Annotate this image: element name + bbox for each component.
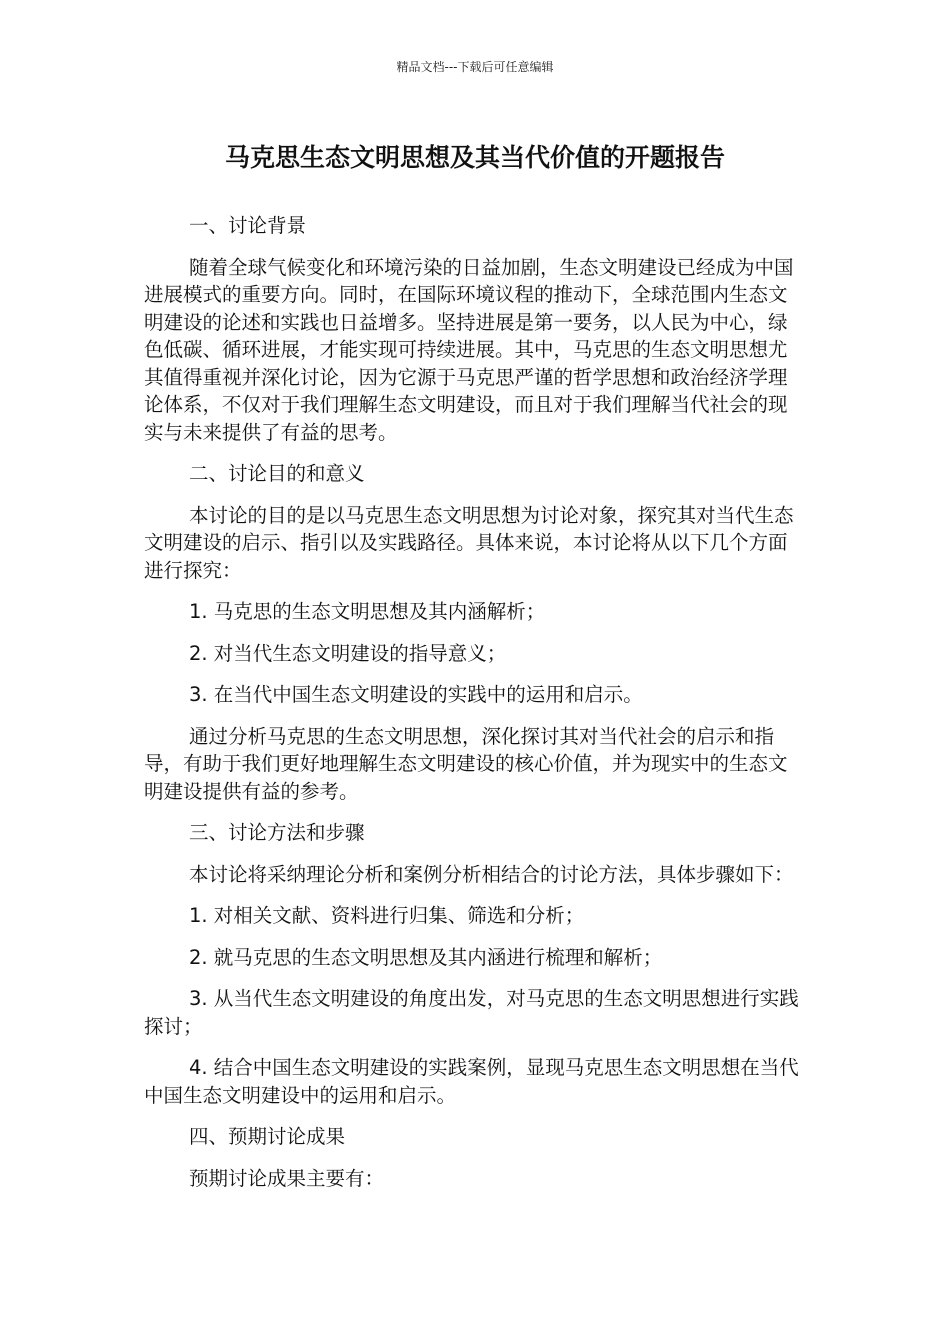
paragraph-purpose-summary: 通过分析马克思的生态文明思想，深化探讨其对当代社会的启示和指导，有助于我们更好地理解生态文明建设的核心价值，并为现实中的生态文明建设提供有益的参考。: [144, 724, 788, 803]
list-item-method-1: 1. 对相关文献、资料进行归集、筛选和分析；: [189, 904, 585, 927]
paragraph-method: 本讨论将采纳理论分析和案例分析相结合的讨论方法，具体步骤如下：: [189, 862, 794, 886]
list-item-method-3: 3. 从当代生态文明建设的角度出发，对马克思的生态文明思想进行实践探讨；: [144, 987, 799, 1038]
paragraph-purpose: 本讨论的目的是以马克思生态文明思想为讨论对象，探究其对当代生态文明建设的启示、指引以及实践路径。具体来说，本讨论将从以下几个方面进行探究：: [144, 503, 794, 582]
paragraph-background: 随着全球气候变化和环境污染的日益加剧，生态文明建设已经成为中国进展模式的重要方向。同时，在国际环境议程的推动下，全球范围内生态文明建设的论述和实践也日益增多。坚持进展是第一要务，以人民为中心，绿色低碳、循环进展，才能实现可持续进展。其中，马克思的生态文明思想尤其值得重视并深化讨论，因为它源于马克思严谨的哲学思想和政治经济学理论体系，不仅对于我们理解生态文明建设，而且对于我们理解当代社会的现实与未来提供了有益的思考。: [144, 255, 794, 444]
list-item-purpose-1: 1. 马克思的生态文明思想及其内涵解析；: [189, 600, 546, 623]
paragraph-outcomes: 预期讨论成果主要有：: [189, 1166, 385, 1190]
list-item-purpose-3: 3. 在当代中国生态文明建设的实践中的运用和启示。: [189, 683, 643, 706]
list-item-purpose-2: 2. 对当代生态文明建设的指导意义；: [189, 641, 507, 665]
section-heading-purpose: 二、讨论目的和意义: [189, 462, 365, 485]
list-item-method-2: 2. 就马克思的生态文明思想及其内涵进行梳理和解析；: [189, 945, 663, 969]
document-body: [144, 212, 800, 1206]
section-heading-method: 三、讨论方法和步骤: [189, 821, 365, 844]
list-item-method-4: 4. 结合中国生态文明建设的实践案例，显现马克思生态文明思想在当代中国生态文明建设中的运用和启示。: [144, 1056, 799, 1107]
header-note: 精品文档---下载后可任意编辑: [396, 60, 554, 74]
section-heading-outcomes: 四、预期讨论成果: [189, 1125, 346, 1148]
document-title: 马克思生态文明思想及其当代价值的开题报告: [224, 143, 725, 172]
section-heading-background: 一、讨论背景: [189, 214, 307, 237]
